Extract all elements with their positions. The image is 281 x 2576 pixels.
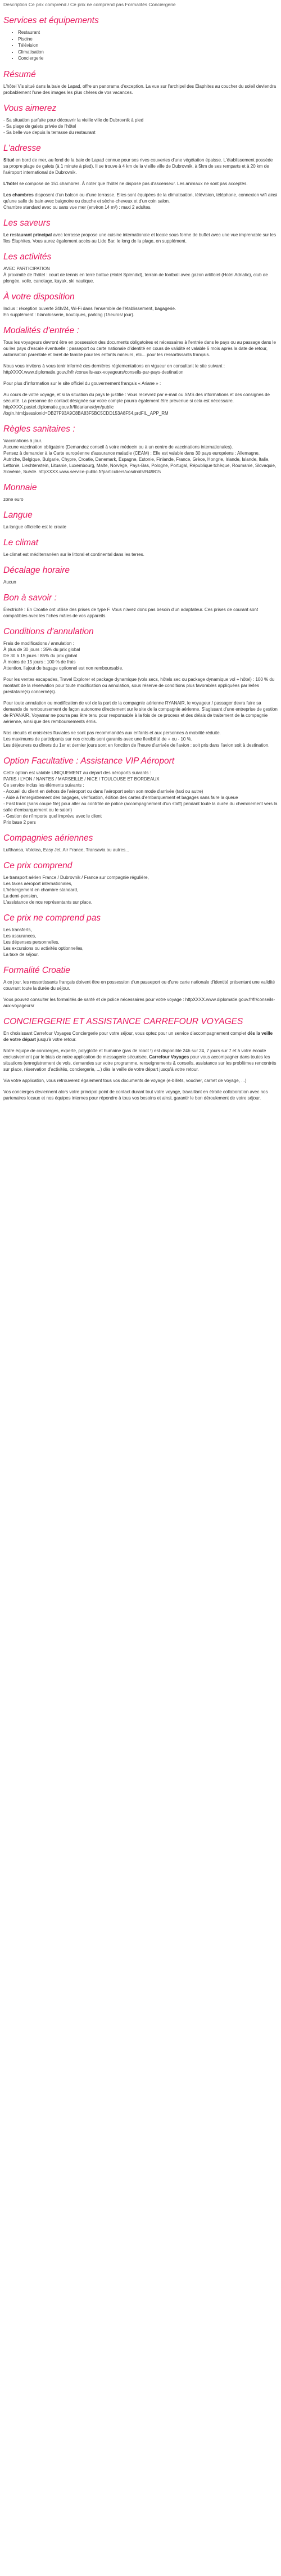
sante-text: Pensez à demander à la Carte européenne d'assurance maladie (CEAM) : Elle est valable dans 30 pays européens : Allemagne, Autriche, Belgique, Bulgarie, Chypre, Croatie, Danemark, Espagne, Estonie, Finlande, France, Grèce, Hongrie, Irlande, Islande, Italie, Lettonie, Liechtenstein, Lituanie, Luxembourg, Malte, Norvège, Pays-Bas, Pologne, Portugal, République tchèque, Roumanie, Slovaquie, Slovénie, Suède. httpXXXX.www.service-public.fr/particuliers/vosdroits/R49815: [3, 450, 277, 474]
comprend-title: Ce prix comprend: [3, 860, 72, 870]
conciergerie-text: En choisissant Carrefour Voyages Conciergerie pour votre séjour, vous optez pour un service d'accompagnement complet: [3, 1030, 248, 1036]
option-line: - Accueil du client en dehors de l'aéroport ou dans l'aéroport selon son mode d'arrivée (taxi ou autre): [3, 788, 203, 794]
activites-paragraph: [3, 266, 278, 284]
sante-paragraph: [3, 438, 278, 475]
saveurs-title: Les saveurs: [3, 218, 51, 228]
modalites-text: Pour plus d'information sur le site officiel du gouvernement français « Ariane » :: [3, 380, 161, 386]
activites-title: Les activités: [3, 252, 52, 262]
adresse-paragraph: [3, 157, 278, 176]
service-item: • Piscine: [18, 36, 278, 43]
monnaie-title: Monnaie: [3, 482, 37, 492]
saveurs-paragraph: [3, 232, 278, 244]
vous-aimerez-list: [3, 117, 278, 136]
sante-text: Vaccinations à jour.: [3, 438, 42, 443]
annulation-line: De 30 à 15 jours : 85% du prix global: [3, 653, 78, 658]
langue-title: Langue: [3, 510, 33, 520]
comprend-line: Les taxes aéroport internationales,: [3, 881, 72, 886]
vous-aimerez-line: - Sa situation parfaite pour découvrir la vieille ville de Dubrovnik à pied: [3, 117, 144, 123]
modalites-text: Tous les voyageurs devront être en possession des documents obligatoires et nécessaires à l'entrée dans le pays ou au passage dans le ou les pays d'escale éventuelle : passeport ou carte nationale d'identité en cours de validité et valable 6 mois après la date de retour, autorisation parentale et livret de famille pour les enfants mineurs, etc... pour les ressortissants français.: [3, 339, 276, 357]
annulation-line: Frais de modifications / annulation :: [3, 640, 74, 646]
annulation-text: Pour les ventes escapades, Travel Explorer et package dynamique (vols secs, hôtels sec ou package dynamique vol + hôtel) : 100 % du montant de la réservation pour toute modification ou annulation, sous réserve de conditions plus favorables appliquées par le/les prestataire(s) concerné(s).: [3, 676, 275, 694]
annulation-line: Les maximums de participants sur nos circuits sont garantis avec une flexibilité de + ou - 10 %.: [3, 736, 192, 742]
vous-aimerez-line: - Sa plage de galets privée de l'hôtel: [3, 123, 76, 129]
sante-text: Aucune vaccination obligatoire (Demandez conseil à votre médecin ou à un centre de vaccinations internationales).: [3, 444, 233, 450]
comprend-line: L'hébergement en chambre standard,: [3, 887, 79, 892]
service-item: • Climatisation: [18, 49, 278, 56]
ne-comprend-list: [3, 927, 278, 958]
conciergerie-text: Via votre application, vous retrouverez également tous vos documents de voyage (e-billets, voucher, carnet de voyage, ...): [3, 1078, 247, 1083]
annulation-fees: [3, 640, 278, 671]
saveurs-bold: Le restaurant principal: [3, 232, 52, 237]
conciergerie-bold: Carrefour Voyages: [149, 1054, 189, 1060]
conciergerie-text: pour vous accompagner dans toutes les situations (enregistrement de vols, demandes sur votre programme, renseignements & conseils, assistance sur les problèmes rencontrés sur place, réservation d'activités, conciergerie, ...) dès la veille de votre départ jusqu'à votre retour.: [3, 1054, 277, 1072]
option-line: Prix base 2 pers: [3, 819, 36, 825]
resume-title: Résumé: [3, 69, 36, 79]
sante-title: Règles sanitaires :: [3, 424, 75, 434]
annulation-line: Nos circuits et croisières fluviales ne sont pas recommandés aux enfants et aux personnes à mobilité réduite.: [3, 730, 221, 735]
disposition-text: Inclus : réception ouverte 24h/24, Wi-Fi dans l'ensemble de l'établissement, bagagerie.: [3, 306, 176, 311]
climat-text: Le climat est méditerranéen sur le littoral et continental dans les terres.: [3, 551, 144, 557]
ne-comprend-line: La taxe de séjour.: [3, 952, 39, 957]
saveurs-text: avec terrasse propose une cuisine internationale et locale sous forme de buffet avec une vue imprenable sur les îles Élaphites. Vous aurez également accès au Lido Bar, le long de la plage, en supplément.: [3, 232, 277, 244]
modalites-text: Nous vous invitons à vous tenir informé des dernières réglementations en vigueur en consultant le site suivant : httpXXXX.www.diplomatie.gouv.fr/fr /conseils-aux-voyageurs/conseils-par-pays-destination: [3, 363, 225, 375]
disposition-title: À votre disposition: [3, 291, 75, 302]
compagnies-text: Lufthansa, Volotea, Easy Jet, Air France, Transavia ou autres...: [3, 847, 129, 852]
conciergerie-paragraph: [3, 1030, 278, 1043]
product-details-page: [0, 0, 281, 1101]
conciergerie-bold: dès la veille de votre départ: [3, 1030, 273, 1042]
annulation-text: [3, 730, 278, 748]
service-item: • Conciergerie: [18, 55, 278, 62]
annulation-title: Conditions d'annulation: [3, 626, 94, 636]
bon-savoir-text: Électricité : En Croatie ont utilise des prises de type F. Vous n'avez donc pas besoin d'un adaptateur. Ces prises de courant sont compatibles avec les fiches mâles de vos appareils.: [3, 607, 259, 618]
option-title: Option Facultative : Assistance VIP Aéroport: [3, 756, 175, 766]
adresse-bold: L'hôtel: [3, 181, 18, 186]
annulation-line: À moins de 15 jours : 100 % de frais: [3, 659, 76, 665]
option-line: - Fast track (sans coupe file) pour aller au contrôle de police (accompagnement d'un staff) pendant toute la durée du cheminement vers la salle d'embarquement ou le salon): [3, 801, 278, 813]
adresse-text: se compose de 151 chambres. À noter que l'hôtel ne dispose pas d'ascenseur. Les animaux ne sont pas acceptés.: [17, 181, 248, 186]
comprend-line: L'assistance de nos représentants sur place.: [3, 899, 93, 905]
services-title: Services et équipements: [3, 16, 99, 25]
disposition-paragraph: [3, 306, 278, 318]
compagnies-title: Compagnies aériennes: [3, 833, 93, 843]
monnaie-text: zone euro: [3, 496, 24, 502]
modalites-title: Modalités d'entrée :: [3, 325, 79, 335]
option-line: - Gestion de n'importe quel imprévu avec le client: [3, 813, 102, 819]
services-list: [3, 29, 278, 62]
adresse-paragraph: [3, 181, 278, 187]
tabs-breadcrumb: Description Ce prix comprend / Ce prix ne comprend pas Formalités Conciergerie: [3, 2, 176, 7]
decalage-text: Aucun: [3, 579, 16, 585]
activites-text: À proximité de l'hôtel : court de tennis en terre battue (Hotel Splendid), terrain de football avec gazon artificiel (Hotel Adriatic), club de plongée, voile, canotage, kayak, ski nautique.: [3, 272, 268, 284]
resume-text: L'hôtel Vis situé dans la baie de Lapad, offre un panorama d'exception. La vue sur l'archipel des Élaphites au coucher du soleil deviendra probablement l'une des images les plus chères de vos vacances.: [3, 83, 277, 95]
ne-comprend-title: Ce prix ne comprend pas: [3, 913, 101, 923]
adresse-bold: Les chambres: [3, 192, 34, 198]
comprend-line: La demi-pension,: [3, 893, 38, 899]
ne-comprend-line: Les assurances,: [3, 933, 37, 939]
conciergerie-paragraph: [3, 1048, 278, 1072]
formalite-text: A ce jour, les ressortissants français doivent être en possession d'un passeport ou d'une carte nationale d'identité présentant une validité couvrant toute la durée du séjour.: [3, 979, 275, 991]
disposition-text: En supplément : blanchisserie, boutiques, parking (15euros/ jour).: [3, 312, 135, 317]
option-line: Ce service inclus les éléments suivants :: [3, 782, 84, 788]
annulation-line: Attention, l'ajout de bagage optionnel est non remboursable.: [3, 665, 124, 671]
vous-aimerez-title: Vous aimerez: [3, 103, 57, 113]
service-item: • Télévision: [18, 42, 278, 49]
conciergerie-text: jusqu'à votre retour.: [35, 1036, 77, 1042]
formalite-title: Formalité Croatie: [3, 965, 70, 975]
bon-savoir-title: Bon à savoir :: [3, 593, 57, 603]
modalites-text: Au cours de votre voyage, et si la situation du pays le justifie : Vous recevrez par e-mail ou SMS des informations et des consignes de sécurité. La personne de contact désignée sur votre compte pourra également être prévenue si cela est nécessaire. httpXXXX.pastel.diplomatie.gouv.fr/fildariane/dyn/public /login.html;jsessionid=DB27F93A9C8BA83F5BC5CDD153A8F54.prdFIL_APP_RM: [3, 392, 270, 416]
decalage-title: Décalage horaire: [3, 565, 70, 575]
option-line: PARIS / LYON / NANTES / MARSEILLE / NICE / TOULOUSE ET BORDEAUX: [3, 776, 160, 782]
ne-comprend-line: Les excursions ou activités optionnelles,: [3, 945, 84, 951]
vous-aimerez-line: - Sa belle vue depuis la terrasse du restaurant: [3, 129, 96, 135]
ne-comprend-line: Les dépenses personnelles,: [3, 939, 60, 945]
comprend-list: [3, 874, 278, 905]
comprend-line: Le transport aérien France / Dubrovnik / France sur compagnie régulière,: [3, 874, 149, 880]
climat-title: Le climat: [3, 537, 39, 547]
conciergerie-title: CONCIERGERIE ET ASSISTANCE CARREFOUR VOYAGES: [3, 1016, 243, 1026]
adresse-text: disposent d'un balcon ou d'une terrasse. Elles sont équipées de la climatisation, télévision, téléphone, connexion wifi ainsi qu'une salle de bain avec baignoire ou douche et sèche-cheveux et d'un coin salon.: [3, 192, 278, 204]
activites-text: AVEC PARTICIPATION: [3, 266, 50, 271]
annulation-line: À plus de 30 jours : 35% du prix global: [3, 647, 80, 652]
langue-text: La langue officielle est le croate: [3, 524, 66, 529]
option-line: Cette option est valable UNIQUEMENT au départ des aéroports suivants :: [3, 770, 151, 775]
adresse-text: Chambre standard avec ou sans vue mer (environ 14 m²) : maxi 2 adultes.: [3, 204, 152, 210]
conciergerie-text: Vos concierges deviennent alors votre principal point de contact durant tout votre voyage, travaillant en étroite collaboration avec nos partenaires locaux et nos équipes internes pour répondre à tous vos besoins et ainsi, garantir le bon déroulement de votre séjour.: [3, 1089, 268, 1101]
conciergerie-text: Notre équipe de concierges, experte, polyglotte et humaine (pas de robot !) est disponible 24h sur 24, 7 jours sur 7 et à votre écoute exclusivement par le biais de notre application de messagerie sécurisée,: [3, 1048, 266, 1060]
option-text: [3, 770, 278, 825]
annulation-text: Pour toute annulation ou modification de vol de la part de la compagnie aérienne RYANAIR, le voyageur / passager devra faire sa demande de remboursement de façon autonome directement sur le site de la compagnie aérienne. S'agissant d'une entreprise de gestion de RYANAIR, Voyamar ne pourra pas être tenu pour responsable à la fois de ce process et des délais de traitement de la compagnie aérienne, ainsi que des remboursements émis.: [3, 700, 278, 724]
adresse-text: en bord de mer, au fond de la baie de Lapad connue pour ses rives couvertes d'une végétation épaisse. L'établissement possède sa propre plage de galets (à 1 minute à pied). Il se trouve à 4 km de la vieille ville de Dubrovnik, à 5km de ses remparts et à 20 km de l'aéroport international de Dubrovnik.: [3, 157, 273, 175]
adresse-title: L'adresse: [3, 143, 41, 153]
adresse-paragraph: [3, 192, 278, 210]
adresse-bold: Situé: [3, 157, 15, 163]
option-line: - Aide à l'enregistrement des bagages, vérification, édition des cartes d'embarquement et bagages sans faire la queue: [3, 795, 238, 800]
annulation-line: Les déjeuners ou dîners du 1er et dernier jours sont en fonction de l'heure d'arrivée de l'avion : soit pris dans l'avion soit à destination.: [3, 742, 270, 748]
service-item: • Restaurant: [18, 29, 278, 36]
ne-comprend-line: Les transferts,: [3, 927, 32, 932]
formalite-text: Vous pouvez consulter les formalités de santé et de police nécessaires pour votre voyage : httpXXXX.www.diplomatie.gouv.fr/fr/conseils-aux-voyageurs/: [3, 997, 275, 1008]
